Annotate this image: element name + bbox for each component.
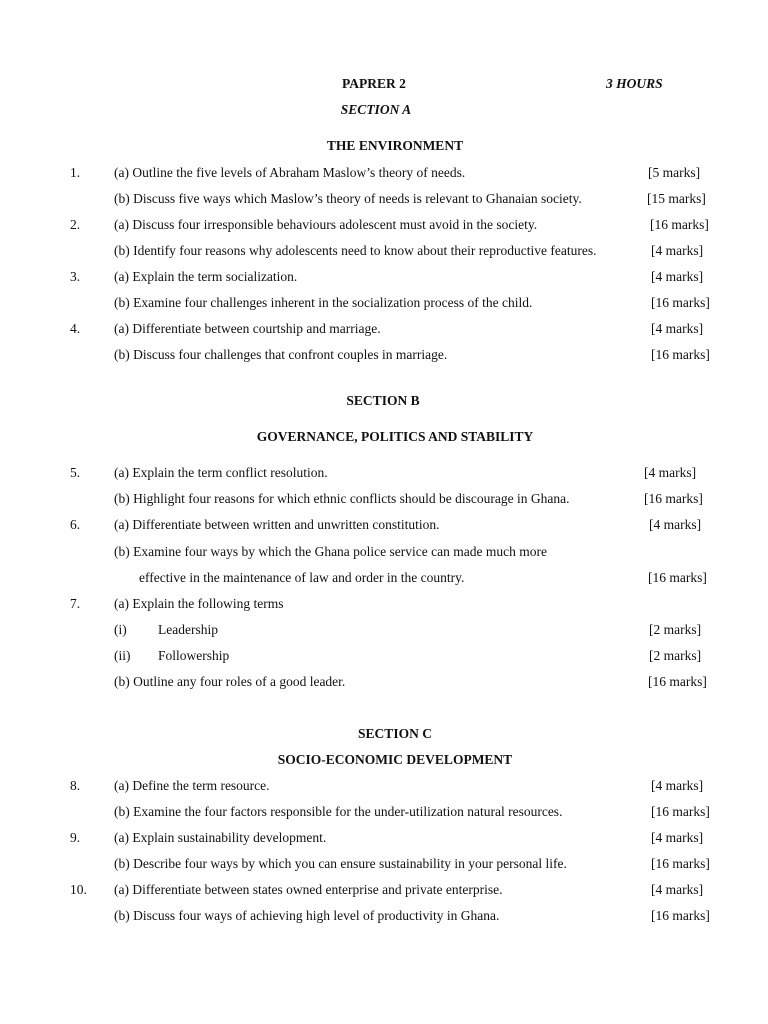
- question-number: 6.: [70, 517, 81, 532]
- question-part-marks: [2 marks]: [649, 622, 702, 637]
- question-part-text: (b) Discuss five ways which Maslow’s theory of needs is relevant to Ghanaian society.: [114, 191, 582, 206]
- question-part-marks: [16 marks]: [651, 856, 710, 871]
- question-number: 5.: [70, 465, 81, 480]
- section-c-title: SOCIO-ECONOMIC DEVELOPMENT: [277, 752, 513, 767]
- question-part-marks: [2 marks]: [649, 648, 702, 663]
- question-part-marks: [4 marks]: [651, 778, 704, 793]
- question-part-text: (a) Differentiate between courtship and marriage.: [114, 321, 381, 336]
- question-part-text: (a) Explain the following terms: [114, 596, 284, 611]
- question-part-marks: [4 marks]: [651, 882, 704, 897]
- question-part-text: (a) Explain sustainability development.: [114, 830, 327, 845]
- question-part-marks: [16 marks]: [648, 570, 707, 585]
- question-part-marks: [16 marks]: [651, 347, 710, 362]
- question-part-marks: [4 marks]: [644, 465, 697, 480]
- question-part-marks: [16 marks]: [651, 804, 710, 819]
- question-part-marks: [15 marks]: [647, 191, 706, 206]
- question-part-text: (b) Describe four ways by which you can ensure sustainability in your personal life.: [114, 856, 567, 871]
- section-b-title: GOVERNANCE, POLITICS AND STABILITY: [256, 429, 534, 444]
- roman-numeral: (ii): [114, 648, 131, 663]
- question-part-marks: [16 marks]: [651, 908, 710, 923]
- question-part-text: (a) Explain the term conflict resolution.: [114, 465, 328, 480]
- paper-title: PAPRER 2: [342, 76, 406, 91]
- question-number: 2.: [70, 217, 81, 232]
- question-part-marks: [4 marks]: [651, 243, 704, 258]
- question-part-text: (a) Explain the term socialization.: [114, 269, 298, 284]
- question-number: 1.: [70, 165, 81, 180]
- question-part-marks: [16 marks]: [650, 217, 709, 232]
- roman-numeral: (i): [114, 622, 127, 637]
- question-number: 9.: [70, 830, 81, 845]
- question-part-text: Leadership: [158, 622, 218, 637]
- question-part-text: (b) Examine four ways by which the Ghana police service can made much more: [114, 544, 547, 559]
- question-part-marks: [16 marks]: [651, 295, 710, 310]
- question-part-text: (b) Highlight four reasons for which ethnic conflicts should be discourage in Ghana.: [114, 491, 570, 506]
- question-part-text: (b) Discuss four challenges that confront couples in marriage.: [114, 347, 448, 362]
- question-part-marks: [4 marks]: [649, 517, 702, 532]
- question-part-marks: [16 marks]: [644, 491, 703, 506]
- question-part-text: (a) Outline the five levels of Abraham Maslow’s theory of needs.: [114, 165, 466, 180]
- question-part-text: (b) Outline any four roles of a good leader.: [114, 674, 346, 689]
- question-number: 8.: [70, 778, 81, 793]
- section-b-label: SECTION B: [346, 393, 420, 408]
- question-part-marks: [4 marks]: [651, 269, 704, 284]
- question-number: 4.: [70, 321, 81, 336]
- question-part-marks: [16 marks]: [648, 674, 707, 689]
- question-part-text: (a) Differentiate between written and unwritten constitution.: [114, 517, 440, 532]
- question-part-text: (a) Define the term resource.: [114, 778, 270, 793]
- question-part-text: effective in the maintenance of law and order in the country.: [139, 570, 465, 585]
- section-c-label: SECTION C: [358, 726, 432, 741]
- question-part-text: (b) Discuss four ways of achieving high level of productivity in Ghana.: [114, 908, 500, 923]
- question-part-text: (b) Examine four challenges inherent in the socialization process of the child.: [114, 295, 533, 310]
- section-a-title: THE ENVIRONMENT: [326, 138, 464, 153]
- question-part-text: (a) Differentiate between states owned enterprise and private enterprise.: [114, 882, 503, 897]
- question-part-text: (b) Identify four reasons why adolescents need to know about their reproductive features.: [114, 243, 597, 258]
- question-number: 10.: [70, 882, 87, 897]
- paper-duration: 3 HOURS: [606, 76, 663, 91]
- question-part-marks: [4 marks]: [651, 830, 704, 845]
- question-part-marks: [5 marks]: [648, 165, 701, 180]
- question-part-marks: [4 marks]: [651, 321, 704, 336]
- question-part-text: Followership: [158, 648, 230, 663]
- question-number: 3.: [70, 269, 81, 284]
- section-a-label: SECTION A: [340, 102, 412, 117]
- question-part-text: (a) Discuss four irresponsible behaviours adolescent must avoid in the society.: [114, 217, 538, 232]
- question-number: 7.: [70, 596, 81, 611]
- question-part-text: (b) Examine the four factors responsible for the under-utilization natural resources.: [114, 804, 563, 819]
